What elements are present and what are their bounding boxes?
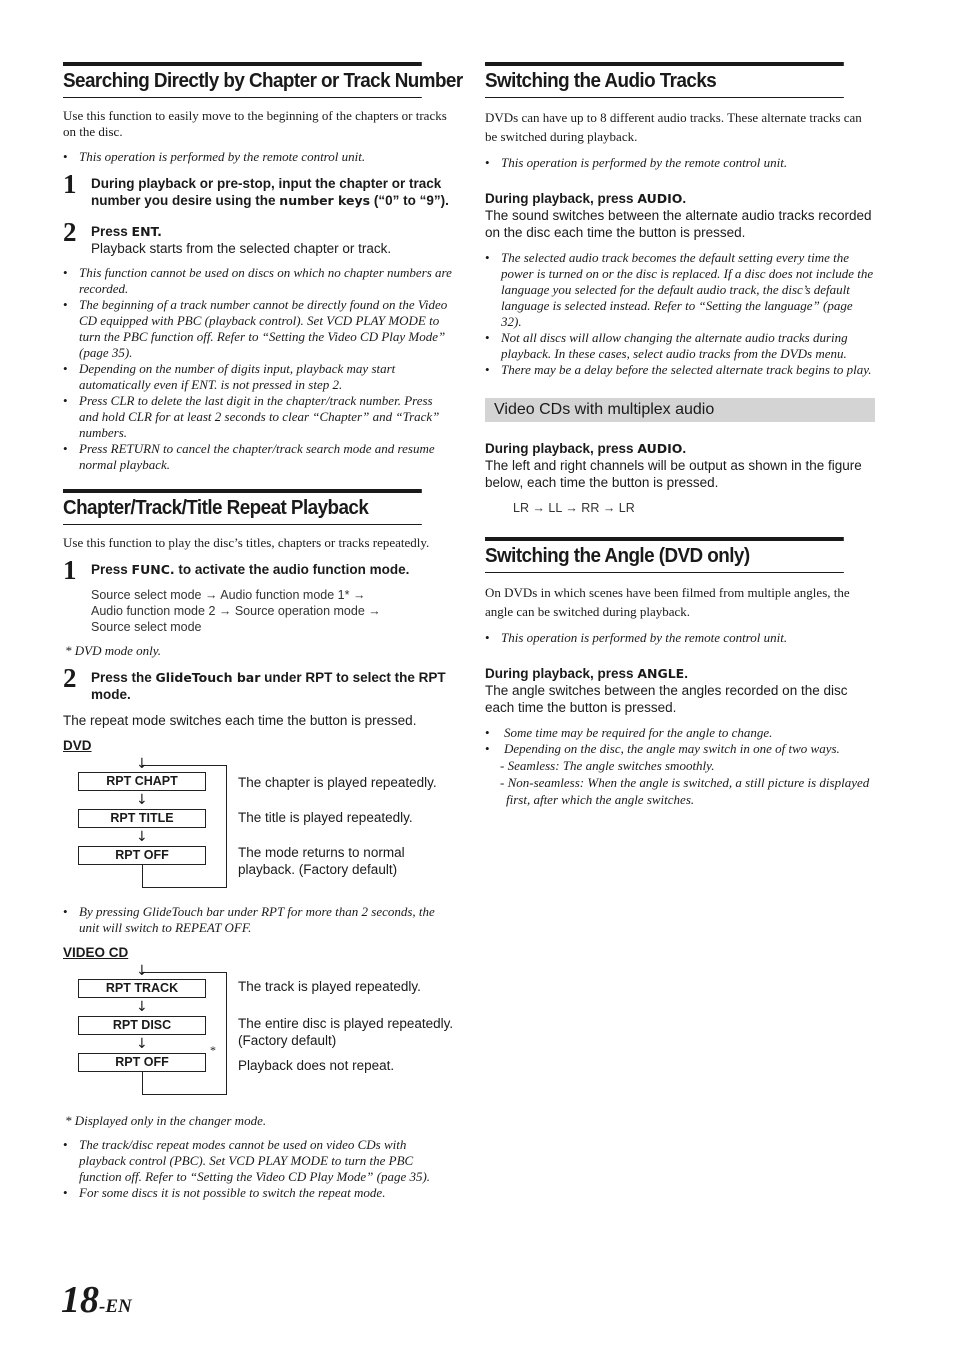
angle-key-label: ANGLE — [637, 666, 685, 681]
list-item: • This operation is performed by the remote control unit. — [485, 630, 875, 646]
vcd-description: The left and right channels will be output as shown in the figure below, each time the button is pressed. — [485, 458, 862, 490]
step-text: Press — [91, 224, 132, 239]
angle-notes — [485, 725, 875, 757]
vcd-desc: Playback does not repeat. — [238, 1058, 395, 1073]
press-text: During playback, press — [485, 666, 638, 681]
mode-flow-line: Source select mode — [91, 620, 202, 634]
step-number: 1 — [63, 169, 77, 199]
press-text: During playback, press — [485, 191, 638, 206]
audio-remote-note — [485, 155, 875, 171]
section-title-audio: Switching the Audio Tracks — [485, 62, 844, 98]
audio-description: The sound switches between the alternate audio tracks recorded on the disc each time the button is pressed. — [485, 208, 872, 240]
angle-description: The angle switches between the angles recorded on the disc each time the button is pressed. — [485, 683, 848, 715]
down-arrow-icon: ↓ — [136, 792, 148, 808]
down-arrow-icon: ↓ — [136, 1036, 148, 1052]
list-item: • The track/disc repeat modes cannot be used on video CDs with playback control (PBC). Set VCD PLAY MODE to turn the PBC function off. Refer to “Setting the Video CD Play Mode” (page 35). — [63, 1137, 453, 1185]
down-arrow-icon: ↓ — [136, 829, 148, 845]
dvd-desc: The chapter is played repeatedly. — [238, 775, 437, 790]
step-number: 2 — [63, 217, 77, 247]
page-number-value: 18 — [61, 1279, 99, 1321]
repeat-notes — [63, 1137, 453, 1201]
subsection-title-vcd: Video CDs with multiplex audio — [485, 398, 875, 422]
rpt-chapt-box: RPT CHAPT — [78, 772, 206, 791]
dvd-note — [63, 904, 453, 936]
list-item: • Some time may be required for the angle to change. — [485, 725, 875, 741]
section-title-repeat: Chapter/Track/Title Repeat Playback — [63, 489, 422, 525]
vcd-desc: The track is played repeatedly. — [238, 979, 421, 994]
repeat-intro: Use this function to play the disc’s titles, chapters or tracks repeatedly. — [63, 535, 430, 550]
list-item: • By pressing GlideTouch bar under RPT for more than 2 seconds, the unit will switch to REPEAT OFF. — [63, 904, 453, 936]
changer-asterisk: * — [210, 1043, 216, 1057]
down-arrow-icon: ↓ — [136, 963, 148, 979]
ent-key-label: ENT. — [131, 224, 162, 239]
left-column — [63, 62, 463, 1201]
vcd-press-instruction — [485, 440, 875, 457]
repeat-description: The repeat mode switches each time the button is pressed. — [63, 713, 417, 728]
press-text: . — [682, 191, 687, 206]
step-text: During playback or pre-stop, input the chapter or track number you desire using the — [91, 176, 442, 208]
angle-intro: On DVDs in which scenes have been filmed from multiple angles, the angle can be switched during playback. — [485, 585, 850, 619]
step-text: Press — [91, 562, 132, 577]
glidetouch-bar-label: GlideTouch bar — [155, 670, 261, 685]
func-key-label: FUNC. — [131, 562, 175, 577]
rpt-off-box: RPT OFF — [78, 1053, 206, 1072]
step-text: under RPT to select the RPT mode. — [91, 670, 446, 702]
list-item: • This operation is performed by the remote control unit. — [485, 155, 875, 171]
list-item: • This operation is performed by the remote control unit. — [63, 149, 453, 165]
step-text: to activate the audio function mode. — [174, 562, 410, 577]
video-cd-label: VIDEO CD — [63, 945, 129, 960]
mode-flow — [91, 587, 453, 635]
press-text: During playback, press — [485, 441, 638, 456]
vcd-desc: The entire disc is played repeatedly. (Factory default) — [238, 1016, 454, 1048]
audio-key-label: AUDIO — [637, 191, 683, 206]
list-item: • The beginning of a track number cannot be directly found on the Video CD equipped with PBC (playback control). Set VCD PLAY MODE to turn the PBC function off. Refer to “Setting the Video CD Play Mode” (page 35). — [63, 297, 453, 361]
loop-line — [142, 865, 143, 888]
section-title-search: Searching Directly by Chapter or Track Number — [63, 62, 422, 98]
step-text: (“0” to “9”). — [370, 193, 449, 208]
list-item: • For some discs it is not possible to switch the repeat mode. — [63, 1185, 453, 1201]
number-keys-label: number keys — [279, 193, 371, 208]
step-description: Playback starts from the selected chapter or track. — [91, 241, 392, 256]
rpt-disc-box: RPT DISC — [78, 1016, 206, 1035]
list-item: • Press RETURN to cancel the chapter/track search mode and resume normal playback. — [63, 441, 453, 473]
dvd-desc: The title is played repeatedly. — [238, 810, 413, 825]
repeat-step-1 — [63, 555, 453, 635]
angle-remote-note — [485, 630, 875, 646]
down-arrow-icon: ↓ — [136, 756, 148, 772]
search-remote-note — [63, 149, 453, 165]
page-number-suffix: -EN — [99, 1296, 132, 1317]
angle-sub-notes — [485, 757, 875, 808]
loop-line — [142, 1072, 143, 1095]
vcd-repeat-diagram — [63, 963, 454, 1105]
footnote: * DVD mode only. — [65, 643, 162, 658]
audio-notes — [485, 250, 875, 378]
list-item: • The selected audio track becomes the default setting every time the power is turned on or the disc is replaced. If a disc does not include the language you selected for the default audio track, the disc’s default language is selected instead. Refer to “Setting the language” (page 32). — [485, 250, 875, 330]
step-number: 1 — [63, 555, 77, 585]
step-number: 2 — [63, 663, 77, 693]
channel-flow: LR → LL → RR → LR — [513, 501, 635, 515]
angle-press-instruction — [485, 665, 875, 682]
dvd-label: DVD — [63, 738, 92, 753]
rpt-title-box: RPT TITLE — [78, 809, 206, 828]
rpt-track-box: RPT TRACK — [78, 979, 206, 998]
list-item: • Press CLR to delete the last digit in the chapter/track number. Press and hold CLR for at least 2 seconds to clear “Chapter” and “Track” numbers. — [63, 393, 453, 441]
press-text: . — [684, 666, 688, 681]
sub-note: - Seamless: The angle switches smoothly. — [500, 758, 715, 773]
list-item: • This function cannot be used on discs on which no chapter numbers are recorded. — [63, 265, 453, 297]
dvd-repeat-diagram — [63, 756, 453, 895]
repeat-step-2 — [63, 663, 453, 703]
search-step-2 — [63, 217, 453, 257]
audio-press-instruction — [485, 190, 875, 207]
list-item: • Depending on the number of digits input, playback may start automatically even if ENT. is not pressed in step 2. — [63, 361, 453, 393]
step-text: Press the — [91, 670, 156, 685]
right-column — [485, 62, 875, 808]
sub-note: - Non-seamless: When the angle is switched, a still picture is displayed first, after which the angle switches. — [500, 775, 870, 807]
list-item: • There may be a delay before the selected alternate track begins to play. — [485, 362, 875, 378]
search-notes — [63, 265, 453, 473]
page-number — [61, 1278, 132, 1322]
mode-flow-line: Source select mode → Audio function mode 1* → — [91, 588, 366, 602]
rpt-off-box: RPT OFF — [78, 846, 206, 865]
section-title-angle: Switching the Angle (DVD only) — [485, 537, 844, 573]
dvd-desc: The mode returns to normal playback. (Factory default) — [238, 845, 405, 877]
list-item: • Depending on the disc, the angle may switch in one of two ways. — [485, 741, 875, 757]
press-text: . — [682, 441, 687, 456]
footnote: * Displayed only in the changer mode. — [65, 1113, 267, 1128]
mode-flow-line: Audio function mode 2 → Source operation mode → — [91, 604, 381, 618]
audio-intro: DVDs can have up to 8 different audio tracks. These alternate tracks can be switched during playback. — [485, 110, 862, 144]
search-step-1 — [63, 169, 453, 209]
list-item: • Not all discs will allow changing the alternate audio tracks during playback. In these cases, select audio tracks from the DVDs menu. — [485, 330, 875, 362]
audio-key-label: AUDIO — [637, 441, 683, 456]
search-intro: Use this function to easily move to the beginning of the chapters or tracks on the disc. — [63, 108, 447, 139]
down-arrow-icon: ↓ — [136, 999, 148, 1015]
